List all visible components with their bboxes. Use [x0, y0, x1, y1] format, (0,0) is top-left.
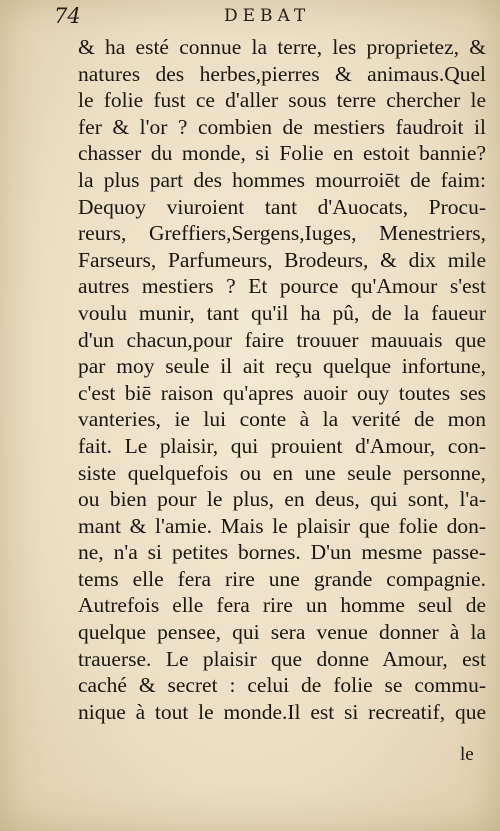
text-line: Farseurs, Parfumeurs, Brodeurs, & dix mile [78, 247, 486, 272]
text-line: chasser du monde, si Folie en estoit bannie? [78, 141, 486, 166]
text-line: par moy seule il ait reçu quelque infortune, [78, 354, 486, 379]
text-line: caché & secret : celui de folie se commu- [78, 673, 486, 698]
text-line: autres mestiers ? Et pource qu'Amour s'est [78, 274, 486, 299]
text-line: reurs, Greffiers,Sergens,Iuges, Menestriers, [78, 221, 486, 246]
running-head: DEBAT [224, 6, 311, 26]
catchword: le [460, 744, 474, 765]
page-number: 74 [54, 4, 81, 28]
text-line: Autrefois elle fera rire un homme seul de [78, 593, 486, 618]
text-line: fer & l'or ? combien de mestiers faudroit il [78, 114, 486, 139]
text-line: tems elle fera rire une grande compagnie. [78, 566, 486, 591]
text-line: d'un chacun,pour faire trouuer mauuais que [78, 327, 486, 352]
text-line: mant & l'amie. Mais le plaisir que folie don- [78, 513, 486, 538]
page-header [54, 4, 474, 32]
text-line: ou bien pour le plus, en deus, qui sont, l'a- [78, 487, 486, 512]
text-line: la plus part des hommes mourroiēt de faim: [78, 167, 486, 192]
text-line: ne, n'a si petites bornes. D'un mesme passe- [78, 540, 486, 565]
text-line: voulu munir, tant qu'il ha pû, de la faueur [78, 300, 486, 325]
text-line: le folie fust ce d'aller sous terre chercher le [78, 88, 486, 113]
text-line: natures des herbes,pierres & animaus.Quel [78, 61, 486, 86]
text-line: & ha esté connue la terre, les proprietez, & [78, 35, 486, 59]
text-line: c'est biē raison qu'apres auoir ouy toutes ses [78, 380, 486, 405]
text-line: Dequoy viuroient tant d'Auocats, Procu- [78, 194, 486, 219]
text-line: siste quelquefois ou en une seule personne, [78, 460, 486, 485]
text-line: trauerse. Le plaisir que donne Amour, est [78, 646, 486, 671]
text-line: vanteries, ie lui conte à la verité de mon [78, 407, 486, 432]
text-line: fait. Le plaisir, qui prouient d'Amour, con- [78, 433, 486, 458]
text-line: nique à tout le monde.Il est si recreatif, que [78, 699, 486, 724]
body-text [78, 34, 486, 725]
text-line: quelque pensee, qui sera venue donner à la [78, 620, 486, 645]
